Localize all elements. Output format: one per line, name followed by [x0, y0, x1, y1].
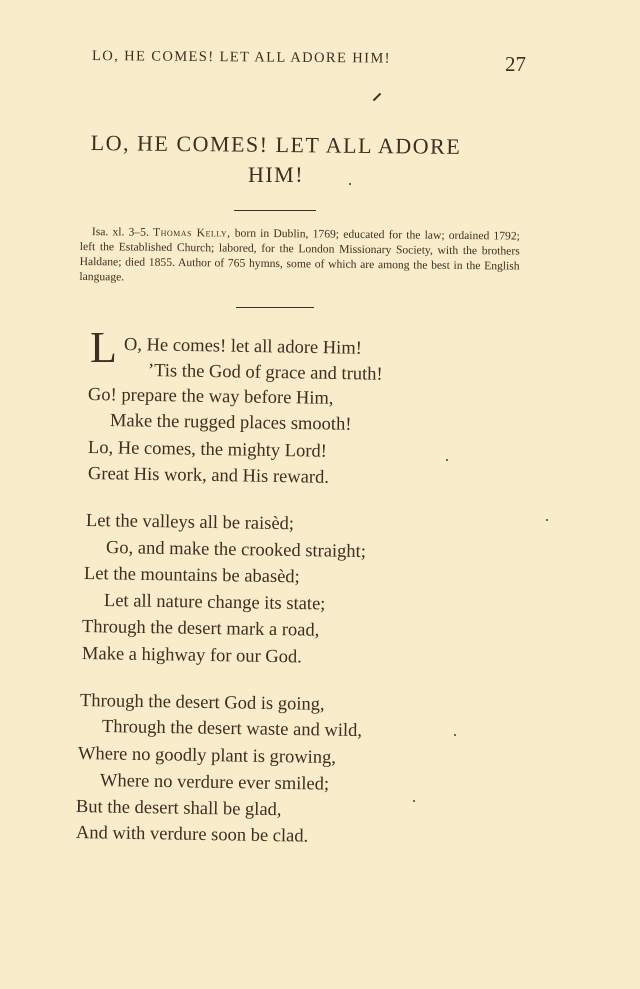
- hymn-title-line-2: HIM!: [247, 162, 305, 187]
- verse-line: Go, and make the crooked straight;: [105, 538, 367, 563]
- verse-line: Go! prepare the way before Him,: [87, 385, 334, 409]
- paper-speck: [454, 734, 456, 736]
- verse-line: And with verdure soon be clad.: [75, 823, 309, 847]
- author-name: Thomas Kelly,: [152, 225, 231, 240]
- hymn-title-line-1: LO, HE COMES! LET ALL ADORE: [90, 130, 462, 159]
- author-bio: born in Dublin, 1769; educated for the law; ordained 1792; left the Established Church; labored, for the London Missionary Society, with the brothers Haldane; died 1855. Author of 765 hymns, some of which are among the best in the English language.: [79, 226, 520, 284]
- verse-line: Make a highway for our God.: [81, 644, 303, 668]
- author-note: [79, 224, 520, 289]
- verse-line: Where no goodly plant is growing,: [77, 744, 337, 769]
- verse-line: Through the desert waste and wild,: [101, 717, 363, 742]
- verse-line: Let all nature change its state;: [103, 591, 326, 615]
- verse-line: But the desert shall be glad,: [75, 797, 282, 821]
- paper-speck: [349, 183, 351, 185]
- divider-bottom: [236, 307, 314, 308]
- ink-mark: [373, 93, 381, 101]
- verse-line: Where no verdure ever smiled;: [99, 771, 330, 795]
- verse-line: Let the mountains be abasèd;: [83, 564, 300, 588]
- verse-line: Great His work, and His reward.: [87, 464, 330, 488]
- running-head: LO, HE COMES! LET ALL ADORE HIM!: [91, 48, 392, 67]
- page-number: 27: [505, 52, 526, 76]
- verse-line: Let the valleys all be raisèd;: [85, 511, 295, 535]
- verse-line: Through the desert mark a road,: [81, 617, 320, 641]
- verse-line: ’Tis the God of grace and truth!: [147, 361, 383, 385]
- scripture-reference: Isa. xl. 3–5.: [91, 225, 149, 239]
- verse-line: Make the rugged places smooth!: [109, 411, 352, 435]
- paper-speck: [446, 459, 448, 461]
- paper-speck: [546, 519, 548, 521]
- verse-line: Through the desert God is going,: [79, 691, 325, 715]
- divider-top: [234, 210, 316, 211]
- drop-cap: L: [90, 323, 117, 372]
- verse-line: Lo, He comes, the mighty Lord!: [87, 438, 328, 462]
- verse-line: O, He comes! let all adore Him!: [123, 335, 362, 359]
- paper-speck: [413, 800, 415, 802]
